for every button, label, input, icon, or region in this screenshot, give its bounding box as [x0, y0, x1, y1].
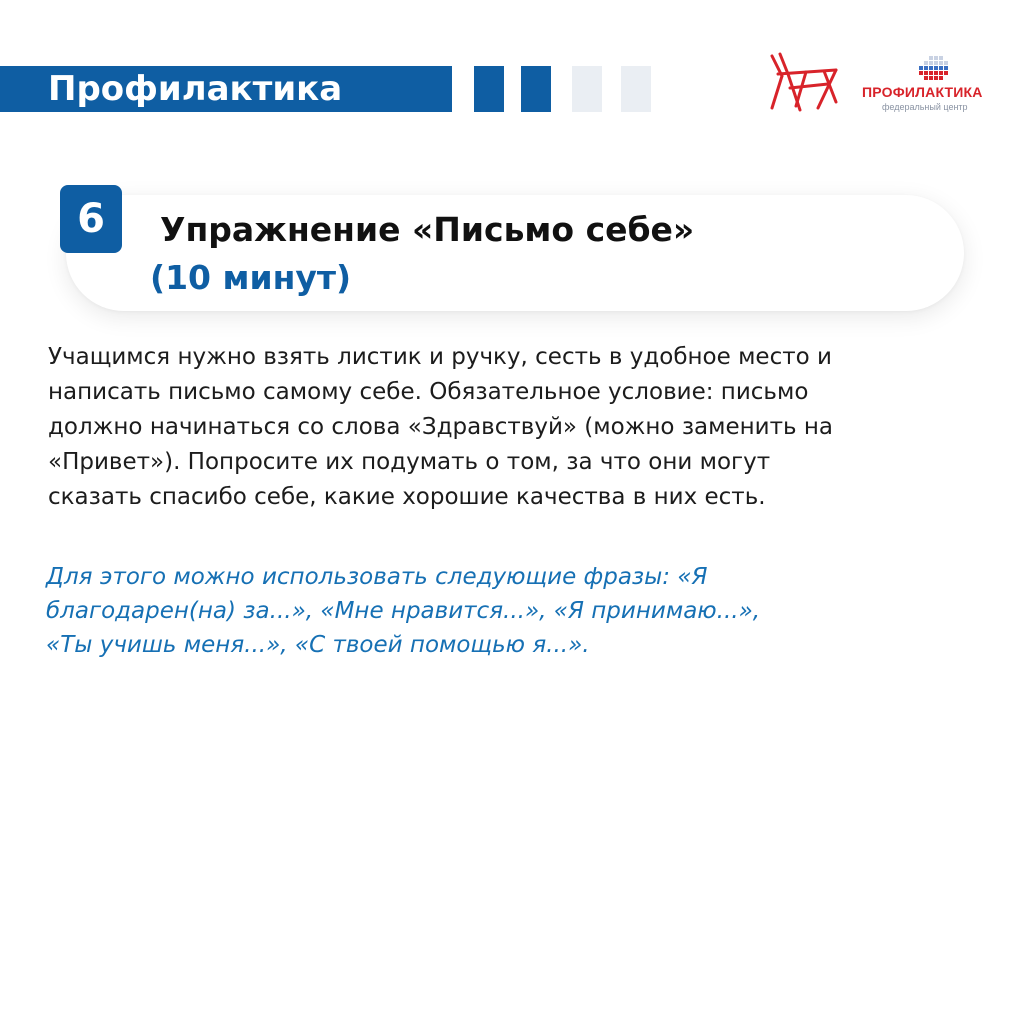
example-phrases: [46, 560, 996, 662]
exercise-description: [48, 340, 998, 515]
flag-grid-icon: [915, 56, 951, 84]
phrases-line: благодарен(на) за...», «Мне нравится...», «Я принимаю...»,: [46, 598, 761, 624]
decorative-block: [521, 66, 551, 112]
decorative-block: [621, 66, 651, 112]
chair-icon: [766, 52, 842, 114]
description-line: «Привет»). Попросите их подумать о том, за что они могут: [48, 449, 771, 475]
description-line: сказать спасибо себе, какие хорошие качества в них есть.: [48, 484, 766, 510]
exercise-title: Упражнение «Письмо себе»: [160, 210, 695, 249]
description-line: должно начинаться со слова «Здравствуй» (можно заменить на: [48, 414, 834, 440]
decorative-block: [572, 66, 602, 112]
phrases-line: Для этого можно использовать следующие фразы: «Я: [46, 564, 708, 590]
exercise-number-badge: 6: [60, 185, 122, 253]
header-title: Профилактика: [48, 69, 343, 109]
exercise-duration: (10 минут): [150, 258, 352, 297]
description-line: Учащимся нужно взять листик и ручку, сесть в удобное место и: [48, 344, 832, 370]
description-line: написать письмо самому себе. Обязательное условие: письмо: [48, 379, 809, 405]
logo-name: ПРОФИЛАКТИКА: [862, 84, 983, 100]
decorative-block: [474, 66, 504, 112]
phrases-line: «Ты учишь меня...», «С твоей помощью я...».: [46, 632, 590, 658]
logo-subtitle: федеральный центр: [882, 102, 968, 112]
